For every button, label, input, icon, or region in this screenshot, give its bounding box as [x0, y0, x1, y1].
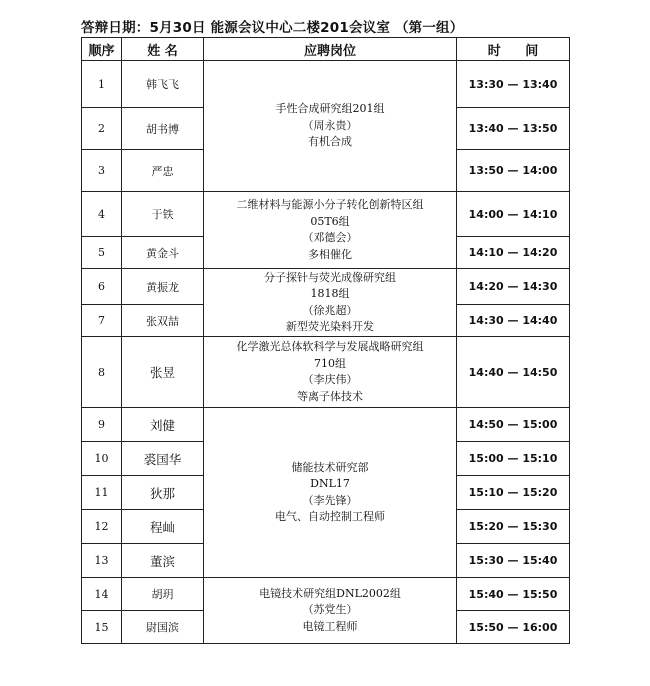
time-slot: 14:40 — 14:50 [457, 337, 570, 408]
defense-schedule-table [81, 37, 570, 644]
time-slot: 14:50 — 15:00 [457, 408, 570, 442]
position-line: 电气、自动控制工程师 [275, 510, 385, 523]
position-cell [204, 408, 457, 578]
table-row [82, 269, 570, 305]
table-header-row [82, 38, 570, 61]
candidate-name: 张昱 [122, 337, 204, 408]
row-order: 13 [82, 544, 122, 578]
time-slot: 14:30 — 14:40 [457, 305, 570, 337]
row-order: 11 [82, 476, 122, 510]
position-line: 储能技术研究部 [291, 460, 369, 474]
position-line: 电镜工程师 [302, 619, 358, 633]
table-row [82, 61, 570, 108]
row-order: 3 [82, 150, 122, 192]
time-slot: 13:50 — 14:00 [457, 150, 570, 192]
header-position: 应聘岗位 [204, 38, 457, 61]
position-line: DNL17 [310, 477, 350, 490]
table-row [82, 578, 570, 611]
time-slot: 15:20 — 15:30 [457, 510, 570, 544]
row-order: 15 [82, 611, 122, 644]
position-cell [204, 337, 457, 408]
candidate-name: 董滨 [122, 544, 204, 578]
candidate-name: 胡书博 [122, 108, 204, 150]
table-row [82, 192, 570, 237]
time-slot: 14:00 — 14:10 [457, 192, 570, 237]
position-line: （李先锋） [302, 493, 358, 507]
position-line: 新型荧光染料开发 [286, 320, 374, 333]
position-line: 二维材料与能源小分子转化创新特区组 [236, 198, 424, 211]
time-slot: 15:10 — 15:20 [457, 476, 570, 510]
header-name: 姓 名 [122, 38, 204, 61]
position-line: 05T6组 [310, 214, 350, 228]
time-slot: 15:30 — 15:40 [457, 544, 570, 578]
candidate-name: 狄那 [122, 476, 204, 510]
row-order: 12 [82, 510, 122, 544]
time-slot: 13:40 — 13:50 [457, 108, 570, 150]
position-cell [204, 578, 457, 644]
candidate-name: 黄金斗 [122, 237, 204, 269]
time-slot: 15:00 — 15:10 [457, 442, 570, 476]
position-line: 电镜技术研究组DNL2002组 [259, 586, 401, 600]
row-order: 10 [82, 442, 122, 476]
row-order: 5 [82, 237, 122, 269]
header-time: 时 间 [457, 38, 570, 61]
position-line: （徐兆超） [302, 303, 358, 317]
position-line: 1818组 [310, 287, 350, 300]
row-order: 1 [82, 61, 122, 108]
candidate-name: 胡玥 [122, 578, 204, 611]
candidate-name: 于铁 [122, 192, 204, 237]
position-line: （周永贵） [302, 118, 358, 132]
position-line: 手性合成研究组201组 [275, 102, 385, 116]
time-slot: 15:40 — 15:50 [457, 578, 570, 611]
position-line: 等离子体技术 [297, 389, 363, 403]
candidate-name: 裘国华 [122, 442, 204, 476]
table-row [82, 337, 570, 408]
position-cell [204, 61, 457, 192]
candidate-name: 黄振龙 [122, 269, 204, 305]
table-row [82, 408, 570, 442]
position-line: 有机合成 [308, 135, 352, 149]
position-cell [204, 269, 457, 337]
position-cell [204, 192, 457, 269]
row-order: 14 [82, 578, 122, 611]
position-line: （苏党生） [302, 603, 358, 617]
time-slot: 14:20 — 14:30 [457, 269, 570, 305]
position-line: 分子探针与荧光成像研究组 [264, 270, 396, 284]
time-slot: 15:50 — 16:00 [457, 611, 570, 644]
row-order: 4 [82, 192, 122, 237]
header-order: 顺序 [82, 38, 122, 61]
position-line: （邓德会） [302, 231, 358, 244]
candidate-name: 程屾 [122, 510, 204, 544]
page-title: 答辩日期：5月30日 能源会议中心二楼201会议室 （第一组） [81, 20, 464, 36]
candidate-name: 尉国滨 [122, 611, 204, 644]
candidate-name: 严忠 [122, 150, 204, 192]
candidate-name: 刘健 [122, 408, 204, 442]
position-line: 化学激光总体软科学与发展战略研究组 [236, 340, 424, 353]
position-line: 710组 [314, 356, 346, 370]
candidate-name: 张双喆 [122, 305, 204, 337]
time-slot: 14:10 — 14:20 [457, 237, 570, 269]
position-line: （李庆伟） [302, 373, 358, 386]
time-slot: 13:30 — 13:40 [457, 61, 570, 108]
candidate-name: 韩飞飞 [122, 61, 204, 108]
row-order: 2 [82, 108, 122, 150]
row-order: 7 [82, 305, 122, 337]
row-order: 6 [82, 269, 122, 305]
row-order: 8 [82, 337, 122, 408]
row-order: 9 [82, 408, 122, 442]
position-line: 多相催化 [308, 247, 352, 261]
